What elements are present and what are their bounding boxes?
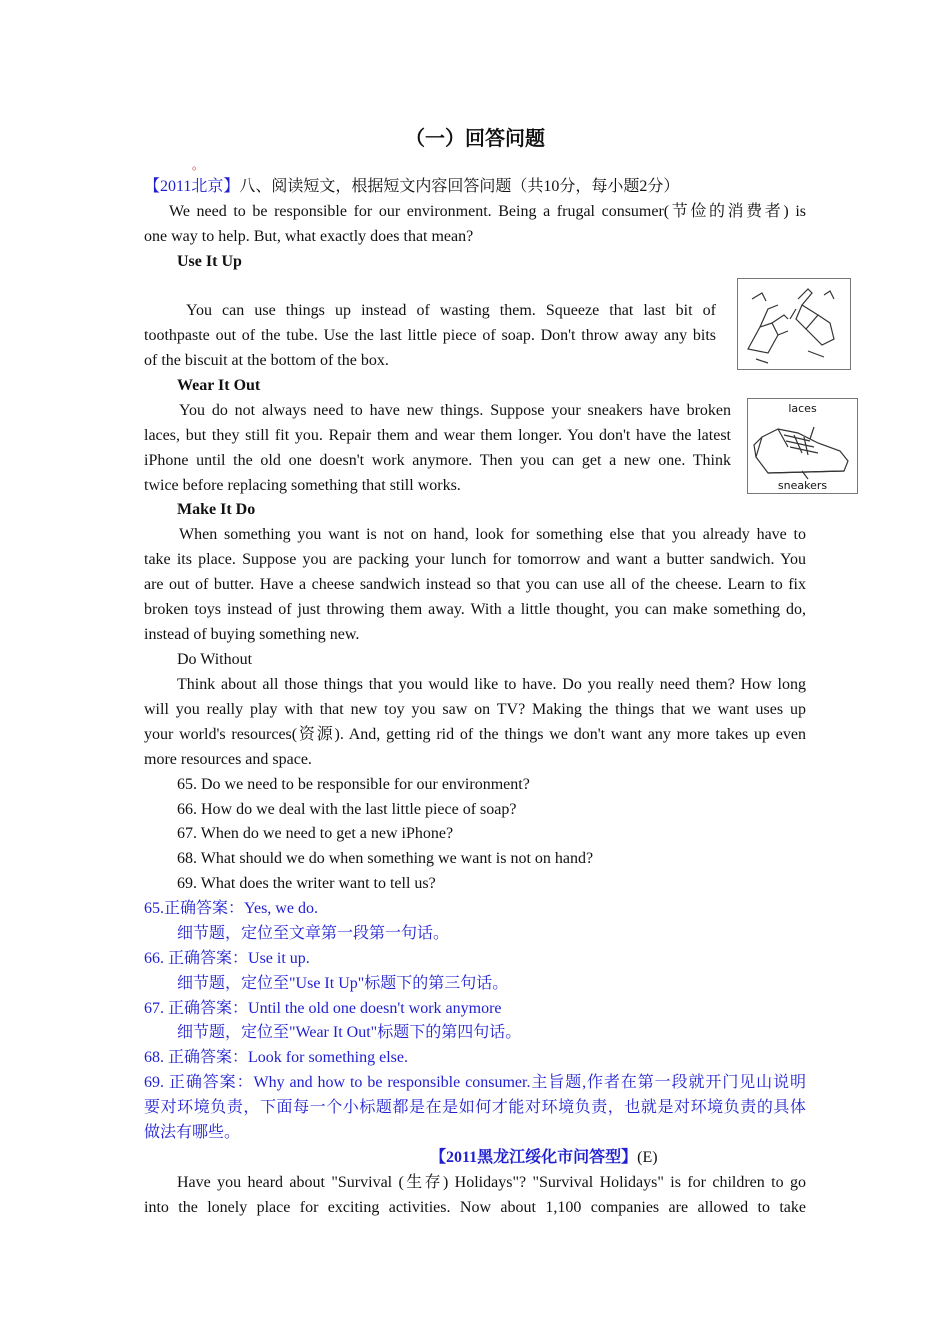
question-66: 66. How do we deal with the last little piece of soap?: [177, 801, 517, 818]
sneakers-label: sneakers: [777, 479, 828, 492]
answer-65-note: 细节题，定位至文章第一段第一句话。: [177, 925, 450, 942]
toothpaste-illustration: [737, 278, 851, 370]
answer-69-line: 要对环境负责，下面每一个小标题都是在是如何才能对环境负责，也就是对环境负责的具体: [144, 1099, 806, 1116]
paragraph-line: Think about all those things that you would like to have. Do you really need them? How long: [177, 676, 806, 693]
answer-69-line: 做法有哪些。: [144, 1124, 241, 1141]
paragraph-wear-it-out: [144, 398, 731, 498]
section2-header: [430, 1145, 658, 1170]
paragraph-line: instead of buying something new.: [144, 626, 360, 643]
paragraph-line: When something you want is not on hand, look for something else that you already have to: [179, 526, 806, 543]
section1-source: 【2011北京】: [144, 178, 240, 195]
heading-wear-it-out: Wear It Out: [177, 377, 261, 394]
paragraph-line: You can use things up instead of wasting them. Squeeze that last bit of: [186, 302, 716, 319]
answer-label: 66. 正确答案：: [144, 950, 249, 967]
paragraph-line: You do not always need to have new things. Suppose your sneakers have broken: [179, 402, 731, 419]
section1-instructions: 八、阅读短文，根据短文内容回答问题（共10分，每小题2分）: [239, 178, 680, 195]
paragraph-line: toothpaste out of the tube. Use the last little piece of soap. Don't throw away any bits: [144, 327, 716, 344]
question-65: 65. Do we need to be responsible for our environment?: [177, 776, 530, 793]
answer-label: 68. 正确答案：: [144, 1049, 249, 1066]
answer-68: [144, 1045, 408, 1070]
paragraph-line: iPhone until the old one doesn't work anymore. Then you can get a new one. Think: [144, 452, 731, 469]
paragraph-line: into the lonely place for exciting activities. Now about 1,100 companies are allowed to take: [144, 1199, 806, 1216]
paragraph-line: broken toys instead of just throwing them away. With a little thought, you can make something do,: [144, 601, 806, 618]
sneakers-illustration: [747, 398, 858, 494]
section2-paragraph: [144, 1170, 806, 1220]
answer-65: [144, 896, 318, 921]
paragraph-line: laces, but they still fit you. Repair them and wear them longer. You don't have the latest: [144, 427, 731, 444]
answer-67: [144, 996, 502, 1021]
answer-label: 67. 正确答案：: [144, 1000, 249, 1017]
answer-69: [144, 1070, 806, 1145]
section2-suffix: (E): [637, 1149, 658, 1166]
intro-line: We need to be responsible for our environment. Being a frugal consumer(节俭的消费者) is: [169, 203, 806, 220]
paragraph-use-it-up: [144, 298, 716, 373]
answer-label: 65.正确答案：: [144, 900, 245, 917]
paragraph-line: are out of butter. Have a cheese sandwich instead so that you can use all of the cheese. Learn to fix: [144, 576, 806, 593]
section2-source: 【2011黑龙江绥化市问答型】: [430, 1149, 638, 1166]
answer-text: Yes, we do.: [244, 900, 318, 917]
answer-66-note: 细节题，定位至"Use It Up"标题下的第三句话。: [177, 975, 509, 992]
paragraph-make-it-do: [144, 522, 806, 647]
answer-69-line: 69. 正确答案：Why and how to be responsible consumer.主旨题,作者在第一段就开门见山说明: [144, 1074, 806, 1091]
answer-text: Use it up.: [248, 950, 310, 967]
paragraph-line: Have you heard about "Survival (生存) Holidays"? "Survival Holidays" is for children to go: [177, 1174, 806, 1191]
heading-use-it-up: Use It Up: [177, 253, 242, 270]
paragraph-line: more resources and space.: [144, 751, 312, 768]
answer-67-note: 细节题，定位至"Wear It Out"标题下的第四句话。: [177, 1024, 522, 1041]
answer-text: Until the old one doesn't work anymore: [248, 1000, 502, 1017]
section1-header: [144, 174, 679, 199]
page-title: （一）回答问题: [405, 126, 545, 150]
paragraph-line: will you really play with that new toy you saw on TV? Making the things that we want uses up: [144, 701, 806, 718]
question-68: 68. What should we do when something we want is not on hand?: [177, 850, 594, 867]
answer-66: [144, 946, 310, 971]
intro-line: one way to help. But, what exactly does that mean?: [144, 228, 474, 245]
question-67: 67. When do we need to get a new iPhone?: [177, 825, 454, 842]
heading-do-without: Do Without: [177, 651, 253, 668]
paragraph-line: twice before replacing something that still works.: [144, 477, 461, 494]
intro-paragraph: [144, 199, 806, 249]
answer-text: Look for something else.: [248, 1049, 408, 1066]
paragraph-do-without: [144, 672, 806, 772]
paragraph-line: of the biscuit at the bottom of the box.: [144, 352, 389, 369]
laces-label: laces: [788, 402, 817, 415]
paragraph-line: your world's resources(资源). And, getting rid of the things we don't want any more takes up even: [144, 726, 806, 743]
paragraph-line: take its place. Suppose you are packing your lunch for tomorrow and want a butter sandwich. You: [144, 551, 806, 568]
red-dot-mark: 。: [192, 158, 205, 172]
heading-make-it-do: Make It Do: [177, 501, 256, 518]
question-69: 69. What does the writer want to tell us?: [177, 875, 436, 892]
